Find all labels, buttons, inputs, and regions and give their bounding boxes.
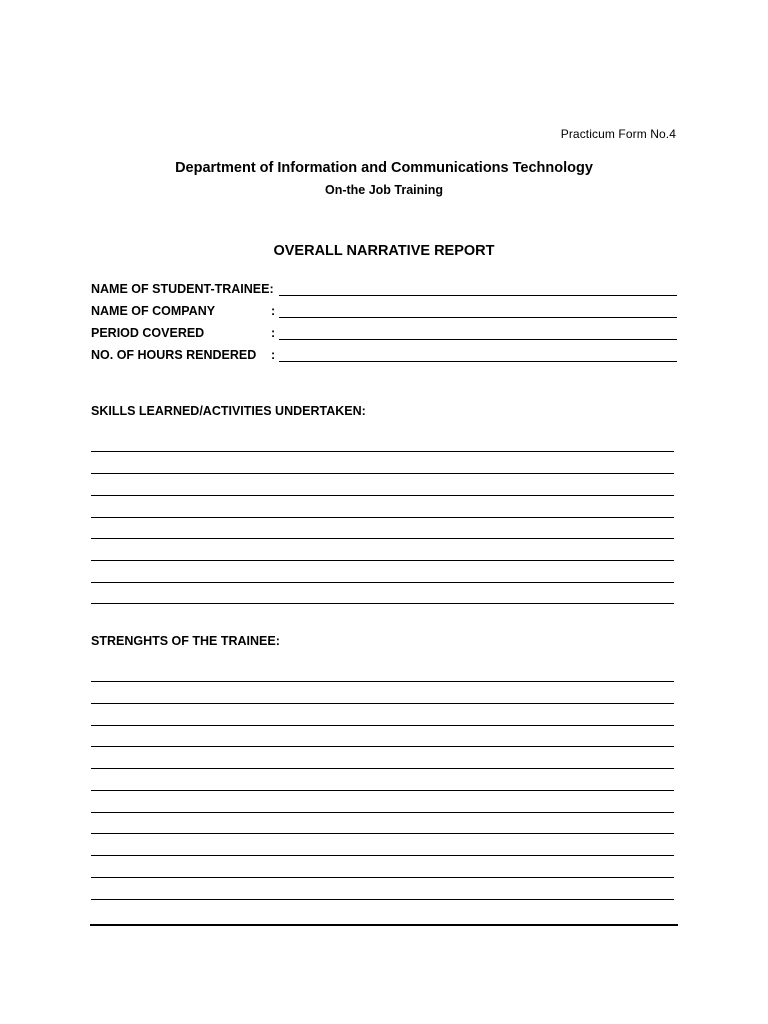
field-label-period: PERIOD COVERED — [91, 326, 205, 340]
strengths-writing-line[interactable] — [91, 812, 674, 813]
strengths-writing-line[interactable] — [91, 768, 674, 769]
field-student-trainee — [91, 282, 677, 300]
field-company — [91, 304, 677, 322]
company-input-line[interactable] — [279, 317, 677, 318]
field-period — [91, 326, 677, 344]
training-subtitle: On-the Job Training — [324, 183, 444, 197]
skills-writing-line[interactable] — [91, 582, 674, 583]
student-trainee-input-line[interactable] — [279, 295, 677, 296]
strengths-heading: STRENGHTS OF THE TRAINEE: — [91, 634, 280, 648]
form-number: Practicum Form No.4 — [560, 127, 676, 141]
field-label-company: NAME OF COMPANY — [91, 304, 216, 318]
strengths-writing-line[interactable] — [91, 703, 674, 704]
skills-writing-line[interactable] — [91, 538, 674, 539]
skills-writing-line[interactable] — [91, 451, 674, 452]
strengths-writing-line[interactable] — [91, 899, 674, 900]
skills-writing-line[interactable] — [91, 603, 674, 604]
department-title: Department of Information and Communications Technology — [175, 160, 593, 176]
field-colon: : — [271, 326, 276, 340]
strengths-writing-line[interactable] — [91, 833, 674, 834]
field-hours — [91, 348, 677, 366]
hours-input-line[interactable] — [279, 361, 677, 362]
skills-writing-line[interactable] — [91, 517, 674, 518]
field-colon: : — [271, 348, 276, 362]
strengths-writing-line[interactable] — [91, 746, 674, 747]
field-label-hours: NO. OF HOURS RENDERED — [91, 348, 257, 362]
skills-writing-line[interactable] — [91, 560, 674, 561]
bottom-rule — [90, 924, 678, 926]
strengths-writing-line[interactable] — [91, 681, 674, 682]
report-title: OVERALL NARRATIVE REPORT — [273, 243, 495, 259]
period-input-line[interactable] — [279, 339, 677, 340]
skills-heading: SKILLS LEARNED/ACTIVITIES UNDERTAKEN: — [91, 404, 366, 418]
skills-writing-line[interactable] — [91, 473, 674, 474]
strengths-writing-line[interactable] — [91, 877, 674, 878]
skills-writing-line[interactable] — [91, 495, 674, 496]
strengths-writing-line[interactable] — [91, 855, 674, 856]
strengths-writing-line[interactable] — [91, 790, 674, 791]
field-label-student-trainee: NAME OF STUDENT-TRAINEE: — [91, 282, 274, 296]
strengths-writing-line[interactable] — [91, 725, 674, 726]
field-colon: : — [271, 304, 276, 318]
